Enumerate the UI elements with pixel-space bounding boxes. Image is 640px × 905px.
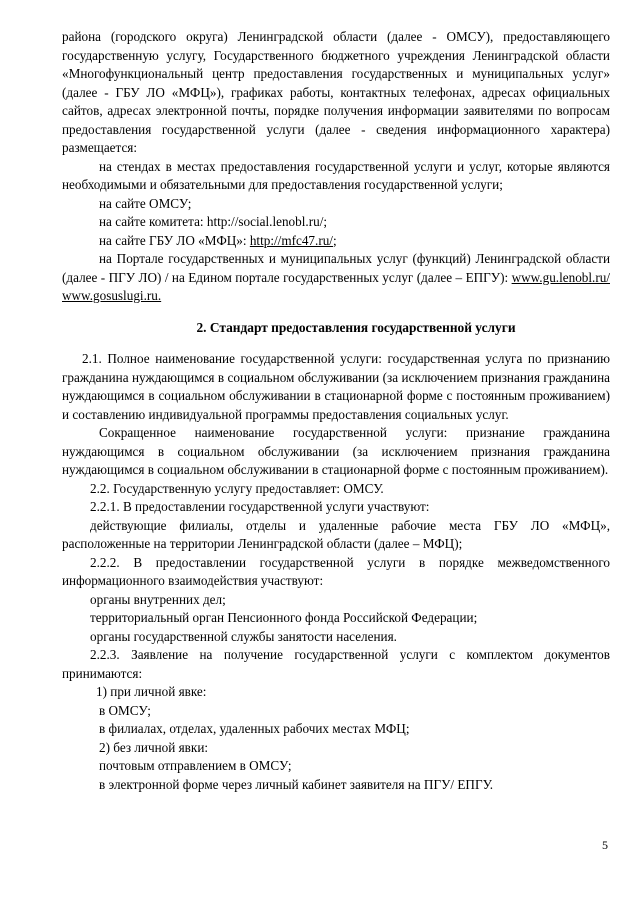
list-item-internal-affairs: органы внутренних дел;: [90, 591, 226, 607]
gosuslugi-link[interactable]: www.gosuslugi.ru.: [62, 288, 162, 303]
list-item-mail: почтовым отправлением в ОМСУ;: [99, 758, 292, 773]
list-item-site-omsu: на сайте ОМСУ;: [99, 195, 192, 211]
paragraph-branches: действующие филиалы, отделы и удаленные рабочие места ГБУ ЛО «МФЦ», расположенные на территории Ленинградской области (далее – МФЦ);: [62, 517, 610, 551]
paragraph-short-name: Сокращенное наименование государственной услуги: признание гражданина нуждающимся в социальном обслуживании (за исключением признания гражданина нуждающимся в социальном обслуживании в стационарной форме с постоянным проживанием).: [62, 425, 610, 477]
list-item-employment: органы государственной службы занятости населения.: [90, 628, 397, 644]
list-item-site-mfc: [62, 232, 610, 251]
paragraph-2-2-3: 2.2.3. Заявление на получение государственной услуги с комплектом документов принимаются:: [62, 647, 610, 681]
list-item-portal: [62, 250, 610, 306]
paragraph-2-2-2: 2.2.2. В предоставлении государственной услуги в порядке межведомственного информационного взаимодействия участвуют:: [62, 554, 610, 588]
list-item-electronic: в электронной форме через личный кабинет заявителя на ПГУ/ ЕПГУ.: [99, 776, 494, 792]
list-item-site-committee: на сайте комитета: http://social.lenobl.ru/;: [99, 214, 328, 229]
list-item-pension-fund: территориальный орган Пенсионного фонда Российской Федерации;: [90, 610, 478, 625]
list-item-stands: на стендах в местах предоставления государственной услуги и услуг, которые являются необходимыми и обязательными для предоставления государственной услуги;: [62, 158, 610, 192]
list-item-mfc-offices: в филиалах, отделах, удаленных рабочих местах МФЦ;: [99, 721, 410, 736]
page-content: [62, 28, 610, 794]
portal-text: на Портале государственных и муниципальных услуг (функций) Ленинградской области (далее - ПГУ ЛО) / на Едином портале государственных услуг (далее – ЕПГУ):: [62, 251, 610, 285]
list-item-omsu: в ОМСУ;: [99, 702, 151, 718]
paragraph-2-2: 2.2. Государственную услугу предоставляет: ОМСУ.: [90, 480, 384, 496]
paragraph-2-1: 2.1. Полное наименование государственной услуги: государственная услуга по признанию гражданина нуждающимся в социальном обслуживании (за исключением признания гражданина нуждающимся в социальном обслуживании в стационарной форме с постоянным проживанием) и составлению индивидуальной программы предоставления социальных услуг.: [62, 351, 610, 422]
list-item-personal: 1) при личной явке:: [96, 684, 207, 699]
page-number: 5: [602, 838, 608, 852]
site-mfc-label: на сайте ГБУ ЛО «МФЦ»:: [99, 232, 250, 248]
gu-lenobl-link[interactable]: www.gu.lenobl.ru/: [511, 269, 610, 285]
list-item-nonpersonal: 2) без личной явки:: [99, 739, 209, 755]
section-title: 2. Стандарт предоставления государственной услуги: [196, 319, 516, 335]
site-mfc-suffix: ;: [332, 232, 337, 248]
paragraph-2-2-1: 2.2.1. В предоставлении государственной услуги участвуют:: [90, 499, 430, 514]
intro-paragraph: района (городского округа) Ленинградской области (далее - ОМСУ), предоставляющего государственную услугу, Государственного бюджетного учреждения Ленинградской области «Многофункциональный центр предоставления государственных и муниципальных услуг» (далее - ГБУ ЛО «МФЦ»), графиках работы, контактных телефонах, адресах официальных сайтов, адресах электронной почты, порядке получения информации заявителями по вопросам предоставления государственной услуги (далее - сведения информационного характера) размещается:: [62, 29, 610, 155]
mfc-link[interactable]: http://mfc47.ru/: [249, 232, 333, 248]
